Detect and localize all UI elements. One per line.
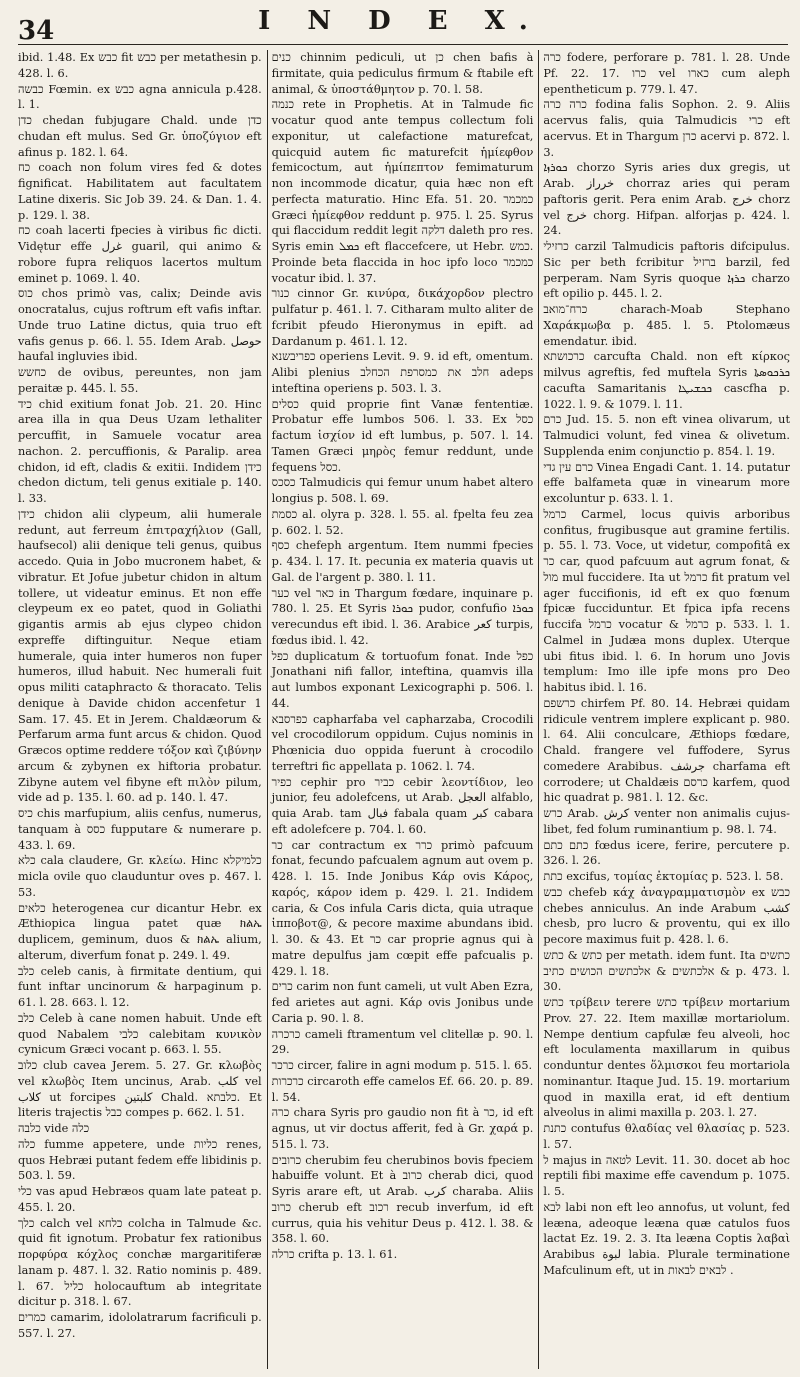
index-entry: כח coach non folum vires fed & dotes fignificat. Habilitatem aut facultatem Latine dixeris. Sic Job 39. 24. & Dan. 1. 4. p. 129. l. 38.	[18, 161, 262, 222]
index-entry: כתם כתם fœdus icere, ferire, percutere p. 326. l. 26.	[543, 838, 790, 868]
index-entry: כלא cala claudere, Gr. κλείω. Hinc כלמיקלא micla ovile quo clauduntur oves p. 467. l. 53.	[18, 854, 262, 899]
index-entry: כלב celeb canis, à firmitate dentium, qui funt inftar uncinorum & harpaginum p. 61. l. 28. 663. l. 12.	[18, 964, 262, 1009]
index-entry: כסמת al. olyra p. 328. l. 55. al. fpelta feu zea p. 602. l. 52.	[271, 507, 534, 537]
index-entry: כרובים cherubim feu cherubinos bovis fpeciem habuiffe volunt. Et à כרוב cherab dici, quod Syris arare eft, ut Arab. كرب charaba. Aliis כרוב cherub eft רכוב recub inverfum, id eft currus, quia his vehitur Deus p. 412. l. 38. & 358. l. 60.	[271, 1153, 534, 1246]
index-entry: כלבה vide כלה	[18, 1122, 90, 1135]
index-entry: כרשפם chirfem Pf. 80. 14. Hebræi quidam ridicule ventrem implere explicant p. 980. l. 64. Alii conculcare, Æthiops fœdare, Chald. frangere vel fuffodere, Syrus comedere Arabibus. جرشف charfama eft corrodere; ut Chaldæis כרסם karfem, quod hic quadrat p. 981. l. 12. &c.	[543, 696, 790, 805]
index-entry: כלוב club cavea Jerem. 5. 27. Gr. κλωβὸς vel κλωβὸς Item uncinus, Arab. كلب vel كلاب ut forcipes كلبتين Chald. כלבתא. Et literis trajectis כבל compes p. 662. l. 51.	[18, 1059, 262, 1120]
index-entry: כרמל Carmel, locus quivis arboribus confitus, frugibusque aut gramine fertilis. p. 55. l. 73. Voce, ut videtur, compofitâ ex כר car, quod pafcuum aut agrum fonat, & מול mul fuccidere. Ita ut כרמל fit pratum vel ager fuccifionis, id eft ex quo fœnum fpicæ fucciduntur. Et fpica ipfa recens fuccifa כרמל vocatur & כרמל p. 533. l. 1. Calmel in Judæa mons duplex. Uterque ubi fitus ibid. l. 6. In horum uno Jovis templum: Imo ille ipfe mons pro Deo habitus ibid. l. 16.	[543, 507, 790, 694]
index-entry: ibid. 1.48. Ex כבש fit כבש per metathesin p. 428. l. 6.	[18, 51, 262, 80]
index-entry: ל majus in לטאה Levit. 11. 30. docet ab hoc reptili fibi maxime effe cavendum p. 1075. l. 5.	[543, 1153, 790, 1198]
index-entry: כפריבשנא operiens Levit. 9. 9. id eft, omentum. Alibi plenius חלב את כמסרפת הכחלב adeps inteftina operiens p. 503. l. 3.	[271, 350, 534, 395]
index-column-2	[267, 50, 539, 1369]
index-entry: כלך calch vel כלחא colcha in Talmude &c. quid fit ignotum. Probatur fex rationibus πορφύρα κόχλος conchæ margaritiferæ lanam p. 487. l. 32. Ratio nominis p. 489. l. 67. כליל holocauftum ab integritate dicitur p. 318. l. 67.	[18, 1216, 262, 1309]
index-entry: כלאים heterogenea cur dicantur Hebr. ex Æthiopica lingua patet quæ ክልኤ duplicem, geminum, duos & ክልኤ alium, alterum, diverfum fonat p. 249. l. 49.	[18, 901, 262, 962]
index-entry: כרים carim non funt cameli, ut vult Aben Ezra, fed arietes aut agni. Κάρ ovis Jonibus unde Caria p. 90. l. 8.	[271, 980, 534, 1025]
index-entry: ܟܘܪܙܐ chorzo Syris aries dux gregis, ut Arab. خرراز chorraz aries qui peram paftoris gerit. Pera enim Arab. خرج chorz vel خرج chorg. Hifpan. alforjas p. 424. l. 24.	[543, 161, 790, 238]
index-column-1	[18, 50, 267, 1369]
index-entry: כתנת contufus θλαδίας vel θλασίας p. 523. l. 57.	[543, 1122, 790, 1151]
index-entry: כוס chos primò vas, calix; Deinde avis onocratalus, cujus roftrum eft vafis inftar. Unde truo Latine dictus, quia truo eft vafis genus p. 66. l. 55. Idem Arab. حوصل haufal ingluvies ibid.	[18, 287, 262, 364]
index-entry: כרה chara Syris pro gaudio non fit à כר, id eft agnus, ut vir doctus afferit, fed à Gr. χαρά p. 515. l. 73.	[271, 1106, 534, 1151]
index-entry: כסכס Talmudicis qui femur unum habet alterо longius p. 508. l. 69.	[271, 476, 534, 505]
index-columns	[18, 50, 790, 1369]
index-entry: כיד chid exitium fonat Job. 21. 20. Hinc area illa in qua Deus Uzam lethaliter percuffit, in Samuele vocatur area nachon. 2. percuffionis, & Paralip. area chidon, id eft, cladis & exitii. Indidem כידן chedon dictum, teli genus exitiale p. 140. l. 33.	[18, 397, 262, 505]
index-entry: כער vel כאר in Thargum fœdare, inquinare p. 780. l. 25. Et Syris ܟܘܪܐ pudor, confufio ܟܘܪܐ verecundus eft ibid. l. 36. Arabice كعر turpis, fœdus ibid. l. 42.	[271, 586, 534, 647]
index-entry: כרם עין גדי Vinea Engadi Cant. 1. 14. putatur effe balfameta quæ in vinearum more excoluntur p. 633. l. 1.	[543, 460, 790, 505]
index-entry: כרח־מואב charach-Moab Stephano Χαράκμωβα p. 485. l. 5. Ptolomæus emendatur. ibid.	[543, 303, 790, 348]
index-entry: כמרים camarim, idololatrarum facrificuli p. 557. l. 27.	[18, 1311, 262, 1340]
index-entry: כבש chefeb κάχ ἀναγραμματισμὸν ex כבש chebes anniculus. An inde Arabum كشب chesb, pro lucro & proventu, qui ex illo pecore maximus fuit p. 428. l. 6.	[543, 885, 790, 946]
index-entry: כרכרה cameli ftramentum vel clitellæ p. 90. l. 29.	[271, 1027, 534, 1057]
running-head: I N D E X.	[258, 6, 542, 36]
index-entry: כסלים quid proprie fint Vanæ fententiæ. Probatur effe lumbos 506. l. 33. Ex כסל factum ἰσχίον id eft lumbus, p. 507. l. 14. Tamen Græci μηρὸς femur reddunt, unde fequens כסל.	[271, 397, 534, 474]
index-entry: כרש Arab. كرش venter non animalis cujus-libet, fed folum ruminantium p. 98. l. 74.	[543, 807, 790, 836]
index-entry: כרלה crifta p. 13. l. 61.	[271, 1248, 398, 1261]
index-entry: כרה כרה fodina falis Sophon. 2. 9. Aliis acervus falis, quia Talmudicis כרי eft acervus. Et in Thargum כרן acervi p. 872. l. 3.	[543, 98, 790, 159]
index-entry: כבשה Fœmin. ex כבש agna annicula p.428. l. 1.	[18, 82, 262, 112]
index-column-3	[538, 50, 790, 1369]
index-entry: כלב Celeb à cane nomen habuit. Unde eft quod Nabalem כלבי calebitam κυνικὸν cynicum Græci vocant p. 663. l. 55.	[18, 1011, 262, 1057]
index-entry: כיס chis marfupium, aliis cenfus, numerus, tanquam à כסס fupputare & numerare p. 433. l. 69.	[18, 807, 262, 852]
index-entry: כתת excifus, τομίας ἐκτομίας p. 523. l. 58.	[543, 870, 784, 883]
index-entry: כלה fumme appetere, unde כליות renes, quos Hebræi putant fedem effe libidinis p. 503. l. 59.	[18, 1137, 262, 1183]
index-entry: כנים chinnim pediculi, ut כן chen bafis à firmitate, quia pediculus firmum & ftabile eft animal, & ὑποστάθμητον p. 70. l. 58.	[271, 51, 534, 96]
index-entry: כדן chedan fubjugare Chald. unde כדן chudan eft mulus. Sed Gr. ὑποζύγιον eft afinus p. 182. l. 64.	[18, 114, 262, 159]
index-entry: כרם Jud. 15. 5. non eft vinea olivarum, ut Talmudici volunt, fed vinea & olivetum. Supplenda enim conjunctio p. 854. l. 19.	[543, 413, 790, 458]
index-entry: כר car contractum ex כרר primò pafcuum fonat, fecundo pafcualem agnum aut ovem p. 428. l. 15. Inde Jonibus Κάρ ovis Κάρος, καρός, κάρον idem p. 429. l. 21. Indidem caria, & Cos infula Caris dicta, quia utraque ἰπποβοτ@, & pecore maxime abundans ibid. l. 30. & 43. Et כר car proprie agnus qui à matre depulfus jam cœpit effe pafcualis p. 429. l. 18.	[271, 838, 534, 978]
index-entry: כרכר circer, falire in agni modum p. 515. l. 65.	[271, 1059, 533, 1072]
index-entry: כלי vas apud Hebræos quam late pateat p. 455. l. 20.	[18, 1185, 262, 1214]
index-entry: כפיר cephir pro כביר cebir λεοντίδιον, leo junior, feu adolefcens, ut Arab. العجل alfablo, quia Arab. tam فبال fabala quam كبر cabara eft adolefcere p. 704. l. 60.	[271, 775, 534, 836]
header-rule	[18, 44, 788, 45]
page-number: 34	[18, 16, 55, 46]
index-entry: כידן chidon alii clypeum, alii humerale redunt, aut ferreum ἐπιτραχήλιον (Gall, haufsecol) alii denique teli genus, quibus accedo. Quia in Jobo mucronem habet, & vibratur. Et Jofue jubetur chidon in altum tollere, ut videatur eminus. Et non effe cleypeum ex eo patet, quod in Goliathi gigantis armis ab ejus clypeo chidon expreffe diftinguitur. Neque etiam humerale, quia inter humeros non fuper humeros, illud habuit. Nec humerali fuit opus militi cataphracto & thoracato. Telis denique à Davide chidon accenfetur 1 Sam. 17. 45. Et in Jerem. Chaldæorum & Perfarum arma funt arcus & chidon. Quod Græcos optime reddere τόξον καὶ ζιβύνην arcum & zybynen ex hiftoria probatur. Zibyne autem vel fibyne eft πιλὸν pilum, vide ad p. 135. l. 60. ad p. 140. l. 47.	[18, 507, 262, 805]
index-entry: כרזילי carzil Talmudicis paftoris difcipulus. Sic per beth fcribitur ברזיל barzil, fed perperam. Nam Syris quoque ܟܪܙܐ charzo eft opilio p. 445. l. 2.	[543, 240, 790, 301]
index-entry: כח coah lacerti fpecies à viribus fic dicti. Vidętur effe غرل guaril, qui animo & robore fupra reliquos lacertos multum eminet p. 1069. l. 40.	[18, 224, 262, 285]
index-entry: כרה fodere, perforare p. 781. l. 28. Unde Pf. 22. 17. כרו vel כארו cum aleph epentheticum p. 779. l. 47.	[543, 51, 790, 96]
index-entry: כנור cinnor Gr. κινύρα, δικάχορδον plectro pulfatur p. 461. l. 7. Citharam multo aliter de fcribit pfeudo Hieronymus in epift. ad Dardanum p. 461. l. 12.	[271, 287, 534, 348]
index-entry: כרכושתא carcufta Chald. non eft κίρκος milvus agreftis, fed muftela Syris ܟܪܟܘܣܬܐ cacufta Samaritanis ܟܟܫܝܛܐ cascfha p. 1022. l. 9. & 1079. l. 11.	[543, 350, 790, 411]
index-entry: כסף chefeph argentum. Item nummi fpecies p. 434. l. 17. It. pecunia ex materia quavis ut Gal. de l'argent p. 380. l. 11.	[271, 539, 534, 584]
index-entry: כפרסבא capharfaba vel capharzaba, Crocodili vel crocodilorum oppidum. Cujus nominis in Phœnicia duo oppida fuerunt à crocodilo terreftri fic appellata p. 1062. l. 74.	[271, 712, 534, 773]
index-entry: כתש & כתש per metath. idem funt. Ita כתשים & אלכתשים & אלכתשים הכושים כתיב p. 473. l. 30.	[543, 948, 790, 994]
index-entry: כתש τρίβειν terere כתש τρίβειν mortarium Prov. 27. 22. Item maxillæ mortariolum. Nempe dentium capfulæ feu alveoli, hoc eft loculamenta maxillarum in quibus conduntur dentes ὅλμισκοι feu mortariola nominantur. Itaque Jud. 15. 19. mortarium quod in maxilla erat, id eft dentium alveolus in alimi maxilla p. 203. l. 27.	[543, 996, 790, 1120]
index-entry: כנמה rete in Prophetis. At in Talmude fic vocatur quod ante tempus collectum foli exponitur, ut calefactione maturefcat, quicquid autem fic maturefcit ἡμίεφθον femicoctum, aut ἡμίπεπτον femimaturum non incommode dicatur, quia hæc non eft perfecta maturatio. Hinc Efa. 51. 20. כמכמר Græci ἡμίεφθον reddunt p. 975. l. 25. Syrus qui flaccidum reddit legit דלקה daleth pro res. Syris emin ܟܡܠ eft flaccefcere, ut Hebr. כמש. Proinde beta flaccida in hoc ipfo loco כמכמר vocatur ibid. l. 37.	[271, 98, 534, 285]
index-entry: כרכרות circaroth effe camelos Ef. 66. 20. p. 89. l. 54.	[271, 1074, 534, 1104]
index-entry: כפל duplicatum & tortuofum fonat. Inde כפל Jonathani nifi fallor, inteftina, quamvis illa aut lumbos exponant Lexicographi p. 506. l. 44.	[271, 649, 534, 710]
index-entry: לבא labi non eft leo annofus, ut volunt, fed leæna, adeoque leæna quæ catulos fuos lactat Ez. 19. 2. 3. Ita leæna Coptis λαβαὶ Arabibus لبوة labia. Plurale terminatione Mafculinum eft, ut in לבאים לבאות .	[543, 1200, 790, 1277]
index-entry: כחשש de ovibus, pereuntes, non jam peraitæ p. 445. l. 55.	[18, 366, 262, 395]
